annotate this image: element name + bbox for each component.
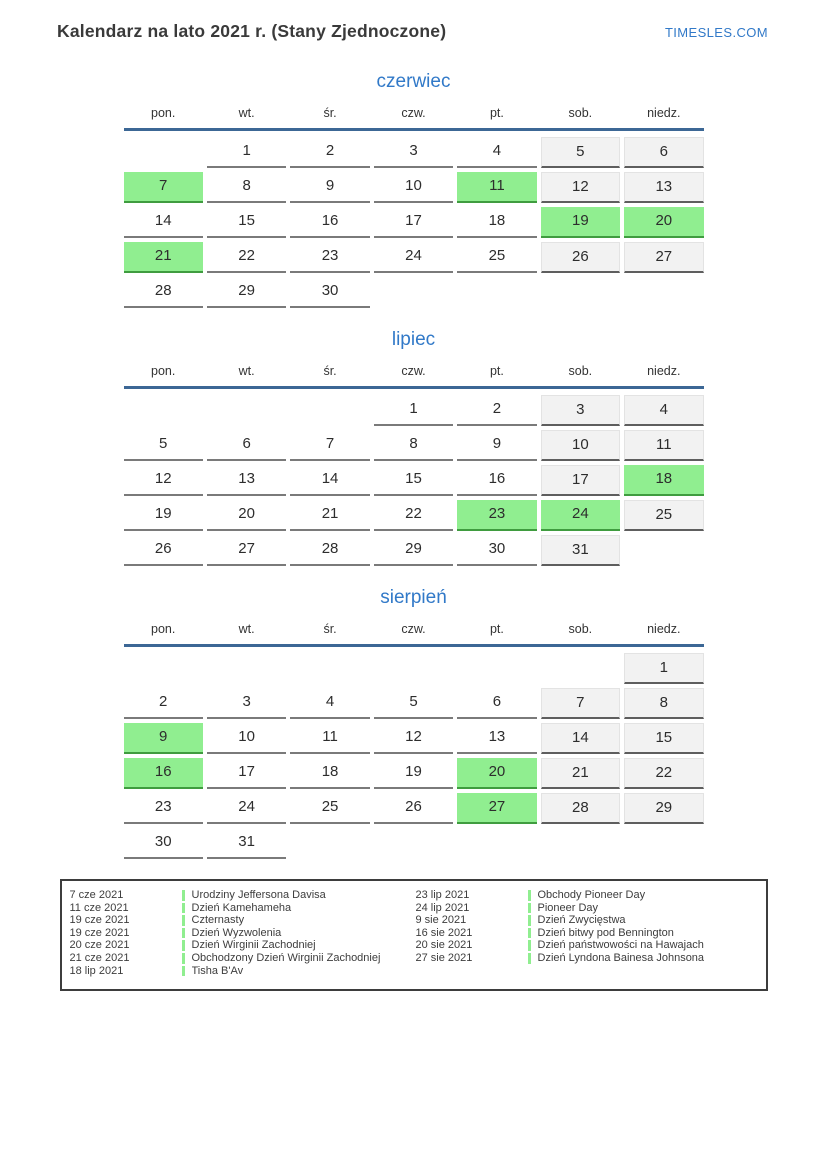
day-cell: 3	[541, 395, 620, 426]
empty-cell	[124, 395, 203, 426]
day-cell: 6	[457, 688, 536, 719]
day-cell: 2	[124, 688, 203, 719]
day-cell: 27	[207, 535, 286, 566]
day-cell: 17	[541, 465, 620, 496]
weekday-header: sob.	[568, 622, 593, 636]
day-cell: 7	[124, 172, 203, 203]
day-cell: 22	[624, 758, 703, 789]
day-cell: 15	[207, 207, 286, 238]
day-cell: 21	[124, 242, 203, 273]
empty-cell	[457, 653, 536, 684]
legend-holiday-name: Czternasty	[191, 914, 245, 927]
weekday-header: pt.	[489, 622, 504, 636]
legend-column	[70, 889, 416, 977]
day-cell: 4	[624, 395, 703, 426]
day-cell: 17	[207, 758, 286, 789]
day-cell: 24	[374, 242, 453, 273]
day-cell: 9	[457, 430, 536, 461]
day-cell: 5	[124, 430, 203, 461]
weekday-header: śr.	[323, 106, 337, 120]
weekday-header: pon.	[151, 106, 176, 120]
legend-holiday-name: Urodziny Jeffersona Davisa	[191, 889, 326, 901]
legend-item	[416, 902, 762, 915]
holiday-marker	[528, 915, 531, 926]
legend-holiday-name: Dzień państwowości na Hawajach	[537, 939, 704, 952]
day-cell: 2	[457, 395, 536, 426]
empty-cell	[374, 828, 453, 859]
month-title: czerwiec	[376, 71, 451, 92]
legend-holiday-name: Dzień bitwy pod Bennington	[537, 926, 674, 939]
day-cell: 18	[624, 465, 703, 496]
legend-date: 9 sie 2021	[415, 914, 467, 927]
holiday-marker	[182, 903, 185, 914]
month-title: sierpień	[380, 587, 447, 608]
header-rule	[124, 644, 704, 647]
empty-cell	[457, 277, 536, 308]
day-cell: 28	[124, 277, 203, 308]
day-cell: 13	[624, 172, 703, 203]
day-cell: 15	[624, 723, 703, 754]
month-title: lipiec	[391, 329, 436, 350]
empty-cell	[290, 828, 369, 859]
day-cell: 8	[207, 172, 286, 203]
legend-item	[70, 952, 416, 965]
day-cell: 12	[374, 723, 453, 754]
legend-item	[70, 889, 416, 902]
month-grid	[124, 364, 704, 566]
holiday-marker	[182, 966, 185, 977]
day-cell: 9	[290, 172, 369, 203]
holiday-marker	[528, 890, 531, 901]
legend-holiday-name: Dzień Wirginii Zachodniej	[191, 939, 316, 952]
day-cell: 17	[374, 207, 453, 238]
legend-date: 20 cze 2021	[69, 939, 130, 952]
legend-holiday-name: Dzień Wyzwolenia	[191, 926, 282, 939]
day-cell: 13	[457, 723, 536, 754]
legend-item	[416, 927, 762, 940]
day-cell: 28	[290, 535, 369, 566]
legend-item	[70, 965, 416, 978]
empty-cell	[290, 395, 369, 426]
weekday-header: śr.	[323, 364, 337, 378]
empty-cell	[374, 277, 453, 308]
day-cell: 26	[374, 793, 453, 824]
empty-cell	[374, 653, 453, 684]
day-cell: 4	[457, 137, 536, 168]
weekday-header: wt.	[238, 622, 255, 636]
holiday-marker	[182, 953, 185, 964]
day-cell: 18	[457, 207, 536, 238]
day-cell: 8	[374, 430, 453, 461]
legend-item	[70, 927, 416, 940]
weekday-header: pt.	[489, 364, 504, 378]
weekday-header: śr.	[323, 622, 337, 636]
day-cell: 26	[541, 242, 620, 273]
day-cell: 30	[124, 828, 203, 859]
day-cell: 16	[124, 758, 203, 789]
weekday-header: niedz.	[647, 364, 681, 378]
day-cell: 20	[624, 207, 703, 238]
day-cell: 2	[290, 137, 369, 168]
day-cell: 3	[374, 137, 453, 168]
legend-holiday-name: Obchody Pioneer Day	[537, 889, 646, 901]
day-cell: 6	[624, 137, 703, 168]
page-header	[0, 0, 827, 42]
day-cell: 20	[207, 500, 286, 531]
day-cell: 25	[457, 242, 536, 273]
weekday-header: wt.	[238, 364, 255, 378]
day-cell: 20	[457, 758, 536, 789]
month-lipiec	[124, 329, 704, 566]
holiday-marker	[182, 928, 185, 939]
day-cell: 26	[124, 535, 203, 566]
day-cell: 1	[624, 653, 703, 684]
day-cell: 11	[624, 430, 703, 461]
day-cell: 7	[541, 688, 620, 719]
holiday-marker	[182, 890, 185, 901]
holiday-marker	[182, 915, 185, 926]
day-cell: 14	[541, 723, 620, 754]
day-cell: 7	[290, 430, 369, 461]
holiday-marker	[528, 928, 531, 939]
empty-cell	[541, 277, 620, 308]
legend-holiday-name: Dzień Lyndona Bainesa Johnsona	[537, 951, 705, 964]
day-cell: 14	[124, 207, 203, 238]
day-cell: 21	[541, 758, 620, 789]
header-rule	[124, 128, 704, 131]
legend-date: 23 lip 2021	[415, 889, 470, 901]
day-cell: 16	[290, 207, 369, 238]
holiday-marker	[528, 903, 531, 914]
day-cell: 22	[207, 242, 286, 273]
day-cell: 4	[290, 688, 369, 719]
day-cell: 19	[374, 758, 453, 789]
weekday-header: sob.	[568, 364, 593, 378]
day-cell: 15	[374, 465, 453, 496]
legend-date: 21 cze 2021	[69, 951, 130, 964]
legend-column	[416, 889, 762, 977]
legend-holiday-name: Obchodzony Dzień Wirginii Zachodniej	[191, 951, 381, 964]
holiday-marker	[528, 953, 531, 964]
day-cell: 16	[457, 465, 536, 496]
day-cell: 27	[457, 793, 536, 824]
day-cell: 23	[457, 500, 536, 531]
holiday-legend	[60, 879, 768, 991]
weekday-header: wt.	[238, 106, 255, 120]
weekday-header: sob.	[568, 106, 593, 120]
day-cell: 24	[541, 500, 620, 531]
day-cell: 25	[290, 793, 369, 824]
day-cell: 31	[541, 535, 620, 566]
day-cell: 19	[124, 500, 203, 531]
weekday-header: niedz.	[647, 622, 681, 636]
legend-date: 16 sie 2021	[415, 926, 473, 939]
month-sierpień	[124, 587, 704, 859]
day-cell: 18	[290, 758, 369, 789]
empty-cell	[124, 653, 203, 684]
weekday-header: czw.	[401, 106, 426, 120]
day-cell: 3	[207, 688, 286, 719]
empty-cell	[541, 828, 620, 859]
legend-holiday-name: Dzień Zwycięstwa	[537, 914, 626, 927]
weekday-header: czw.	[401, 364, 426, 378]
month-czerwiec	[124, 71, 704, 308]
day-cell: 14	[290, 465, 369, 496]
day-cell: 12	[124, 465, 203, 496]
day-cell: 13	[207, 465, 286, 496]
legend-item	[416, 952, 762, 965]
legend-item	[70, 902, 416, 915]
holiday-marker	[528, 940, 531, 951]
day-cell: 25	[624, 500, 703, 531]
empty-cell	[290, 653, 369, 684]
day-cell: 5	[374, 688, 453, 719]
legend-date: 7 cze 2021	[69, 889, 124, 901]
legend-item	[416, 939, 762, 952]
day-cell: 10	[541, 430, 620, 461]
weekday-header: niedz.	[647, 106, 681, 120]
day-cell: 6	[207, 430, 286, 461]
empty-cell	[207, 395, 286, 426]
day-cell: 19	[541, 207, 620, 238]
legend-date: 19 cze 2021	[69, 914, 130, 927]
day-cell: 29	[374, 535, 453, 566]
day-cell: 10	[207, 723, 286, 754]
day-cell: 23	[124, 793, 203, 824]
legend-date: 20 sie 2021	[415, 939, 473, 952]
legend-date: 11 cze 2021	[69, 901, 129, 914]
day-cell: 5	[541, 137, 620, 168]
holiday-marker	[182, 940, 185, 951]
day-cell: 28	[541, 793, 620, 824]
empty-cell	[541, 653, 620, 684]
legend-holiday-name: Dzień Kamehameha	[191, 901, 292, 914]
header-rule	[124, 386, 704, 389]
day-cell: 29	[624, 793, 703, 824]
legend-item	[416, 914, 762, 927]
day-cell: 12	[541, 172, 620, 203]
legend-item	[70, 939, 416, 952]
legend-item	[416, 889, 762, 902]
empty-cell	[207, 653, 286, 684]
weekday-header: czw.	[401, 622, 426, 636]
legend-date: 18 lip 2021	[69, 964, 124, 977]
empty-cell	[624, 535, 703, 566]
empty-cell	[457, 828, 536, 859]
month-grid	[124, 622, 704, 859]
page-title: Kalendarz na lato 2021 r. (Stany Zjednoczone)	[57, 21, 447, 41]
empty-cell	[124, 137, 203, 168]
legend-holiday-name: Tisha B'Av	[191, 964, 244, 977]
day-cell: 8	[624, 688, 703, 719]
months-container	[124, 71, 704, 859]
weekday-header: pt.	[489, 106, 504, 120]
day-cell: 24	[207, 793, 286, 824]
day-cell: 27	[624, 242, 703, 273]
legend-date: 27 sie 2021	[415, 951, 473, 964]
legend-date: 19 cze 2021	[69, 926, 130, 939]
day-cell: 29	[207, 277, 286, 308]
day-cell: 11	[290, 723, 369, 754]
day-cell: 9	[124, 723, 203, 754]
legend-date: 24 lip 2021	[415, 901, 470, 914]
empty-cell	[624, 277, 703, 308]
legend-item	[70, 914, 416, 927]
day-cell: 21	[290, 500, 369, 531]
day-cell: 11	[457, 172, 536, 203]
day-cell: 1	[207, 137, 286, 168]
brand-link[interactable]: TIMESLES.COM	[664, 25, 768, 40]
day-cell: 30	[457, 535, 536, 566]
empty-cell	[624, 828, 703, 859]
day-cell: 30	[290, 277, 369, 308]
day-cell: 22	[374, 500, 453, 531]
legend-holiday-name: Pioneer Day	[537, 901, 599, 914]
weekday-header: pon.	[151, 364, 176, 378]
weekday-header: pon.	[151, 622, 176, 636]
month-grid	[124, 106, 704, 308]
day-cell: 1	[374, 395, 453, 426]
day-cell: 23	[290, 242, 369, 273]
day-cell: 31	[207, 828, 286, 859]
day-cell: 10	[374, 172, 453, 203]
